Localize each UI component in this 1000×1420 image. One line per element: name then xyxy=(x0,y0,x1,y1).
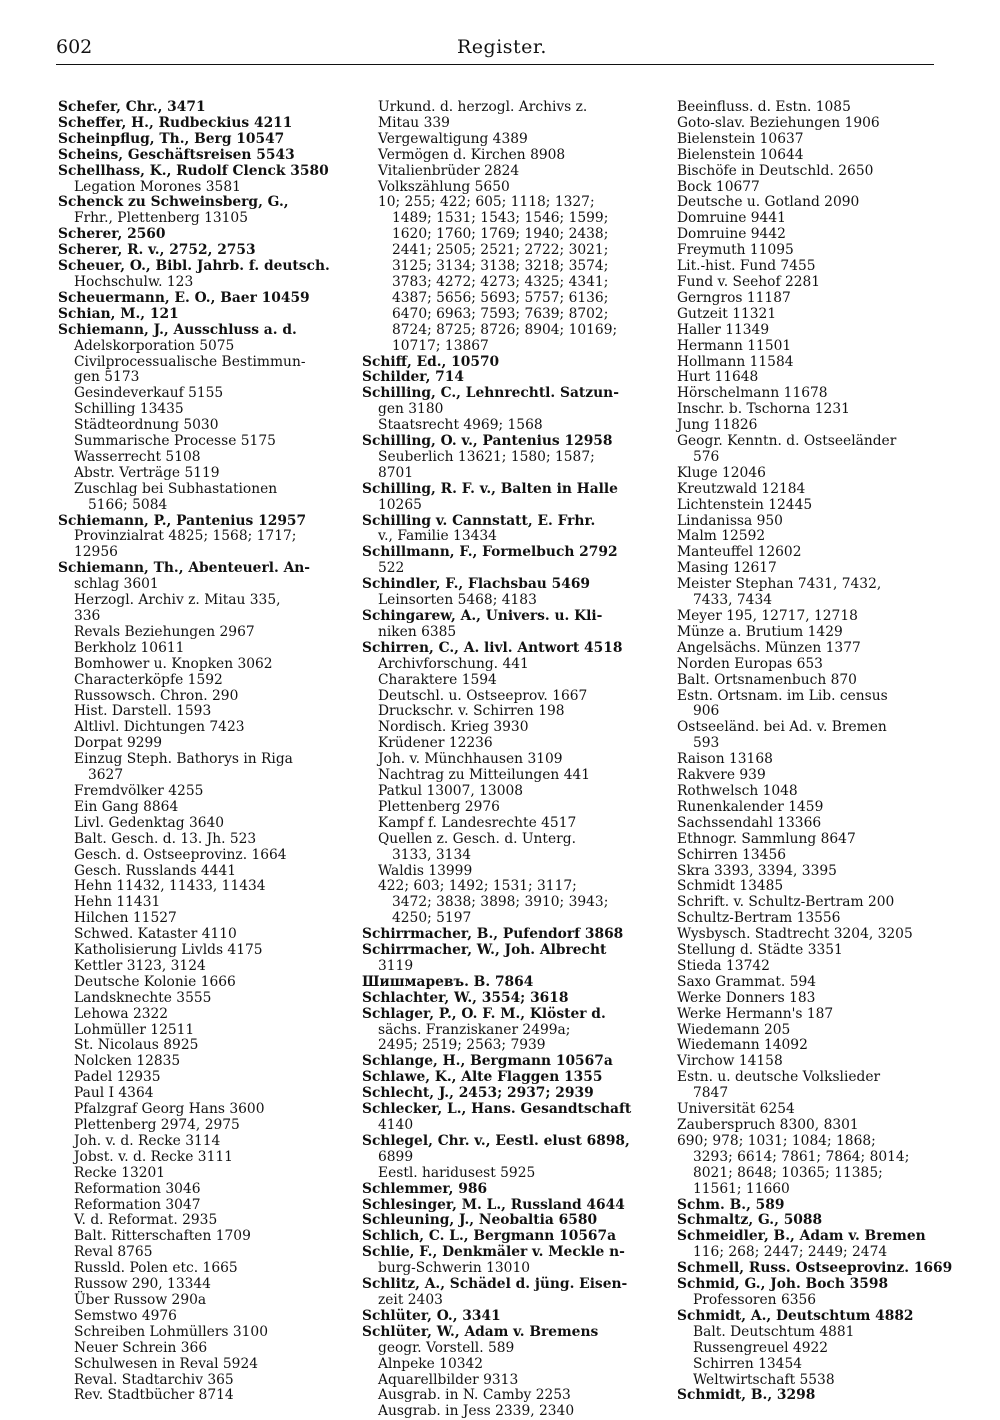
index-entry: Reval 8765 xyxy=(74,1244,153,1261)
index-entry: Rothwelsch 1048 xyxy=(677,782,798,799)
index-entry: Rakvere 939 xyxy=(677,767,766,784)
index-entry: 8021; 8648; 10365; 11385; xyxy=(693,1164,883,1181)
index-entry: Deutsche u. Gotland 2090 xyxy=(677,194,860,211)
index-entry: Kluge 12046 xyxy=(677,464,766,481)
index-entry: Freymuth 11095 xyxy=(677,242,794,259)
index-entry: Krüdener 12236 xyxy=(378,735,493,752)
index-entry: 6899 xyxy=(378,1148,414,1165)
index-heading: Schellhass, K., Rudolf Clenck 3580 xyxy=(58,162,329,179)
index-entry: Geogr. Kenntn. d. Ostseeländer xyxy=(677,433,897,450)
index-entry: Werke Hermann's 187 xyxy=(677,1005,834,1022)
index-entry: Fund v. Seehof 2281 xyxy=(677,273,821,290)
index-entry: Domruine 9442 xyxy=(677,226,786,243)
index-entry: Masing 12617 xyxy=(677,560,777,577)
index-entry: 11561; 11660 xyxy=(693,1180,790,1197)
index-entry: Estn. Ortsnam. im Lib. census xyxy=(677,687,888,704)
index-heading: Scherer, R. v., 2752, 2753 xyxy=(58,242,256,259)
index-entry: Joh. v. Münchhausen 3109 xyxy=(378,751,563,768)
index-entry: burg-Schwerin 13010 xyxy=(378,1260,531,1277)
index-heading: Schlitz, A., Schädel d. jüng. Eisen- xyxy=(362,1276,628,1293)
index-heading: Schmidt, B., 3298 xyxy=(677,1387,816,1404)
index-entry: Schreiben Lohmüllers 3100 xyxy=(74,1323,268,1340)
index-heading: Schleuning, J., Neobaltia 6580 xyxy=(362,1212,598,1229)
page-header xyxy=(0,0,1000,66)
index-entry: Revals Beziehungen 2967 xyxy=(74,623,255,640)
index-entry: Alnpeke 10342 xyxy=(378,1355,484,1372)
index-heading: Schiemann, P., Pantenius 12957 xyxy=(58,512,307,529)
index-entry: Frhr., Plettenberg 13105 xyxy=(74,210,248,227)
index-entry: Gesch. Russlands 4441 xyxy=(74,862,237,879)
index-entry: Bischöfe in Deutschld. 2650 xyxy=(677,162,874,179)
index-entry: Goto-slav. Beziehungen 1906 xyxy=(677,114,880,131)
index-entry: sächs. Franziskaner 2499a; xyxy=(378,1021,571,1038)
index-entry: Dorpat 9299 xyxy=(74,735,163,752)
index-entry: Bielenstein 10644 xyxy=(677,146,804,163)
index-entry: Schirren 13454 xyxy=(693,1355,802,1372)
index-entry: Schultz-Bertram 13556 xyxy=(677,910,841,927)
index-entry: Professoren 6356 xyxy=(693,1291,817,1308)
index-entry: gen 5173 xyxy=(74,369,140,386)
index-entry: zeit 2403 xyxy=(378,1291,443,1308)
index-entry: Katholisierung Livlds 4175 xyxy=(74,942,263,959)
index-heading: Schillmann, F., Formelbuch 2792 xyxy=(362,544,618,561)
index-entry: Hollmann 11584 xyxy=(677,353,794,370)
index-entry: 422; 603; 1492; 1531; 3117; xyxy=(378,878,577,895)
index-entry: Semstwo 4976 xyxy=(74,1307,177,1324)
index-entry: Hehn 11431 xyxy=(74,894,161,911)
index-entry: Characterköpfe 1592 xyxy=(74,671,223,688)
index-entry: 3627 xyxy=(88,767,124,784)
index-entry: 3472; 3838; 3898; 3910; 3943; xyxy=(392,894,609,911)
index-entry: Berkholz 10611 xyxy=(74,639,185,656)
index-entry: Lehowa 2322 xyxy=(74,1005,169,1022)
index-entry: Runenkalender 1459 xyxy=(677,798,824,815)
index-entry: Zuschlag bei Subhastationen xyxy=(74,480,278,497)
index-entry: Adelskorporation 5075 xyxy=(74,337,235,354)
index-entry: Ethnogr. Sammlung 8647 xyxy=(677,830,856,847)
index-heading: Schlecker, L., Hans. Gesandtschaft xyxy=(362,1101,632,1118)
index-entry: 8724; 8725; 8726; 8904; 10169; xyxy=(392,321,618,338)
index-entry: Kampf f. Landesrechte 4517 xyxy=(378,814,577,831)
index-entry: 4250; 5197 xyxy=(392,910,472,927)
index-entry: Livl. Gedenktag 3640 xyxy=(74,814,225,831)
index-entry: Neuer Schrein 366 xyxy=(74,1339,208,1356)
index-entry: 8701 xyxy=(378,464,414,481)
index-entry: Hochschulw. 123 xyxy=(74,273,194,290)
index-entry: Gerngros 11187 xyxy=(677,289,791,306)
index-entry: Bielenstein 10637 xyxy=(677,130,804,147)
index-heading: Schmeidler, B., Adam v. Bremen xyxy=(677,1228,926,1245)
index-entry: Meyer 195, 12717, 12718 xyxy=(677,608,858,624)
index-entry: Pfalzgraf Georg Hans 3600 xyxy=(74,1101,265,1118)
index-heading: Schirrmacher, W., Joh. Albrecht xyxy=(362,942,607,959)
index-entry: Lindanissa 950 xyxy=(677,512,783,529)
index-entry: Münze a. Brutium 1429 xyxy=(677,623,843,640)
index-entry: Wasserrecht 5108 xyxy=(74,448,201,465)
index-heading: Schilling, R. F. v., Balten in Halle xyxy=(362,480,618,497)
index-entry: Hörschelmann 11678 xyxy=(677,385,828,402)
index-entry: Russld. Polen etc. 1665 xyxy=(74,1260,238,1277)
page-title: Register. xyxy=(457,36,547,58)
index-entry: Vermögen d. Kirchen 8908 xyxy=(378,146,566,163)
index-entry: 3293; 6614; 7861; 7864; 8014; xyxy=(693,1148,910,1165)
index-heading: Schirren, C., A. livl. Antwort 4518 xyxy=(362,639,623,656)
page-number: 602 xyxy=(56,36,93,58)
index-entry: Druckschr. v. Schirren 198 xyxy=(378,703,565,720)
index-entry: Gesindeverkauf 5155 xyxy=(74,385,224,402)
index-entry: Malm 12592 xyxy=(677,528,766,545)
index-heading: Schm. B., 589 xyxy=(677,1196,785,1213)
index-entry: Ausgrab. in Jess 2339, 2340 xyxy=(378,1403,575,1420)
index-entry: Bock 10677 xyxy=(677,178,760,195)
index-entry: 3133, 3134 xyxy=(392,846,471,863)
index-entry: Volkszählung 5650 xyxy=(378,178,510,195)
index-entry: Reformation 3046 xyxy=(74,1180,201,1197)
index-column-1 xyxy=(58,100,348,1404)
index-column-2 xyxy=(362,100,652,1420)
index-entry: 6470; 6963; 7593; 7639; 8702; xyxy=(392,305,609,322)
index-entry: Werke Donners 183 xyxy=(677,989,816,1006)
index-entry: 690; 978; 1031; 1084; 1868; xyxy=(677,1132,876,1149)
index-entry: Civilprocessualische Bestimmun- xyxy=(74,353,306,370)
index-entry: 12956 xyxy=(74,544,118,561)
index-entry: Balt. Ortsnamenbuch 870 xyxy=(677,671,857,688)
index-entry: 4140 xyxy=(378,1117,414,1133)
index-entry: Balt. Deutschtum 4881 xyxy=(693,1323,855,1340)
index-entry: Skra 3393, 3394, 3395 xyxy=(677,862,837,879)
index-entry: Altlivl. Dichtungen 7423 xyxy=(74,719,245,736)
index-entry: Bomhower u. Knopken 3062 xyxy=(74,655,273,672)
index-heading: Schilling, O. v., Pantenius 12958 xyxy=(362,433,613,450)
index-heading: Schlüter, W., Adam v. Bremens xyxy=(362,1323,599,1340)
index-entry: Vergewaltigung 4389 xyxy=(378,130,528,147)
index-entry: Ein Gang 8864 xyxy=(74,798,179,815)
index-entry: Norden Europas 653 xyxy=(677,655,823,672)
index-heading: Schenck zu Schweinsberg, G., xyxy=(58,194,289,211)
index-entry: Einzug Steph. Bathorys in Riga xyxy=(74,751,293,768)
index-entry: Russowsch. Chron. 290 xyxy=(74,687,239,704)
index-entry: 4387; 5656; 5693; 5757; 6136; xyxy=(392,289,609,306)
index-heading: Scheinpflug, Th., Berg 10547 xyxy=(58,130,285,147)
index-heading: Schiemann, J., Ausschluss a. d. xyxy=(58,321,297,338)
index-entry: Hurt 11648 xyxy=(677,369,759,386)
index-entry: Stellung d. Städte 3351 xyxy=(677,942,843,959)
index-heading: Scheffer, H., Rudbeckius 4211 xyxy=(58,114,293,131)
index-entry: Angelsächs. Münzen 1377 xyxy=(677,639,861,656)
index-heading: Schilling, C., Lehnrechtl. Satzun- xyxy=(362,385,619,402)
index-entry: Reformation 3047 xyxy=(74,1196,201,1213)
index-entry: St. Nicolaus 8925 xyxy=(74,1037,199,1054)
index-entry: V. d. Reformat. 2935 xyxy=(74,1212,218,1229)
index-entry: Fremdvölker 4255 xyxy=(74,782,204,799)
index-entry: Deutschl. u. Ostseeprov. 1667 xyxy=(378,687,588,704)
index-entry: Vitalienbrüder 2824 xyxy=(378,162,520,179)
index-entry: 1489; 1531; 1543; 1546; 1599; xyxy=(392,210,609,227)
index-entry: Paul I 4364 xyxy=(74,1085,154,1102)
index-entry: Wysbysch. Stadtrecht 3204, 3205 xyxy=(677,926,913,943)
index-entry: Leinsorten 5468; 4183 xyxy=(378,592,537,609)
index-entry: Recke 13201 xyxy=(74,1164,166,1181)
index-entry: Haller 11349 xyxy=(677,321,770,338)
index-entry: 10; 255; 422; 605; 1118; 1327; xyxy=(378,194,595,211)
index-entry: Joh. v. d. Recke 3114 xyxy=(74,1132,221,1149)
index-heading: Шишмаревъ. В. 7864 xyxy=(362,973,534,990)
index-entry: Summarische Processe 5175 xyxy=(74,433,276,450)
index-entry: 2495; 2519; 2563; 7939 xyxy=(378,1037,546,1054)
index-heading: Schlemmer, 986 xyxy=(362,1180,488,1197)
index-entry: geogr. Vorstell. 589 xyxy=(378,1339,515,1356)
index-entry: 116; 268; 2447; 2449; 2474 xyxy=(693,1244,888,1261)
index-entry: Domruine 9441 xyxy=(677,210,786,227)
index-entry: Schwed. Kataster 4110 xyxy=(74,926,237,943)
index-heading: Schlüter, O., 3341 xyxy=(362,1307,501,1324)
index-heading: Schiemann, Th., Abenteuerl. An- xyxy=(58,560,311,577)
index-entry: 576 xyxy=(693,448,720,465)
index-heading: Schindler, F., Flachsbau 5469 xyxy=(362,576,591,593)
index-heading: Schingarew, A., Univers. u. Kli- xyxy=(362,608,603,624)
index-entry: Wiedemann 14092 xyxy=(677,1037,808,1054)
index-entry: Meister Stephan 7431, 7432, xyxy=(677,576,882,593)
index-entry: v., Familie 13434 xyxy=(378,528,497,545)
index-entry: 2441; 2505; 2521; 2722; 3021; xyxy=(392,242,609,259)
index-entry: Quellen z. Gesch. d. Unterg. xyxy=(378,830,576,847)
index-entry: Lohmüller 12511 xyxy=(74,1021,195,1038)
index-entry: Nordisch. Krieg 3930 xyxy=(378,719,529,736)
index-entry: Ausgrab. in N. Camby 2253 xyxy=(378,1387,571,1404)
index-heading: Schlecht, J., 2453; 2937; 2939 xyxy=(362,1085,594,1102)
index-entry: Sachssendahl 13366 xyxy=(677,814,822,831)
index-heading: Schefer, Chr., 3471 xyxy=(58,99,206,115)
index-entry: 522 xyxy=(378,560,405,577)
index-entry: Schulwesen in Reval 5924 xyxy=(74,1355,259,1372)
index-entry: 10717; 13867 xyxy=(392,337,489,354)
index-heading: Schirrmacher, B., Pufendorf 3868 xyxy=(362,926,624,943)
index-entry: Hehn 11432, 11433, 11434 xyxy=(74,878,266,895)
index-entry: 3783; 4272; 4273; 4325; 4341; xyxy=(392,273,609,290)
index-heading: Schlich, C. L., Bergmann 10567a xyxy=(362,1228,617,1245)
index-entry: Herzogl. Archiv z. Mitau 335, xyxy=(74,592,281,609)
index-entry: Plettenberg 2976 xyxy=(378,798,500,815)
index-heading: Scherer, 2560 xyxy=(58,226,166,243)
index-entry: Jobst. v. d. Recke 3111 xyxy=(74,1148,233,1165)
index-entry: Deutsche Kolonie 1666 xyxy=(74,973,236,990)
index-entry: Virchow 14158 xyxy=(677,1053,783,1070)
index-entry: Schilling 13435 xyxy=(74,401,184,418)
index-entry: Jung 11826 xyxy=(677,417,758,434)
index-entry: Russow 290, 13344 xyxy=(74,1276,211,1293)
index-entry: Nolcken 12835 xyxy=(74,1053,181,1070)
index-heading: Schlegel, Chr. v., Eestl. elust 6898, xyxy=(362,1132,630,1149)
index-heading: Scheins, Geschäftsreisen 5543 xyxy=(58,146,295,163)
index-heading: Schlawe, K., Alte Flaggen 1355 xyxy=(362,1069,603,1086)
index-entry: Kettler 3123, 3124 xyxy=(74,957,206,974)
index-entry: Balt. Ritterschaften 1709 xyxy=(74,1228,251,1245)
index-entry: Legation Morones 3581 xyxy=(74,178,241,195)
index-entry: 336 xyxy=(74,608,101,624)
index-entry: Zauberspruch 8300, 8301 xyxy=(677,1117,859,1133)
index-entry: Beeinfluss. d. Estn. 1085 xyxy=(677,99,851,115)
index-entry: Archivforschung. 441 xyxy=(378,655,529,672)
index-entry: Gutzeit 11321 xyxy=(677,305,777,322)
index-heading: Schmidt, A., Deutschtum 4882 xyxy=(677,1307,914,1324)
index-entry: Seuberlich 13621; 1580; 1587; xyxy=(378,448,595,465)
index-entry: Estn. u. deutsche Volkslieder xyxy=(677,1069,881,1086)
index-entry: 593 xyxy=(693,735,720,752)
index-entry: Patkul 13007, 13008 xyxy=(378,782,524,799)
index-entry: 5166; 5084 xyxy=(88,496,168,513)
index-entry: gen 3180 xyxy=(378,401,444,418)
index-entry: Lichtenstein 12445 xyxy=(677,496,813,513)
index-entry: Eestl. haridusest 5925 xyxy=(378,1164,536,1181)
index-entry: 3119 xyxy=(378,957,414,974)
index-entry: Schirren 13456 xyxy=(677,846,786,863)
index-entry: Rev. Stadtbücher 8714 xyxy=(74,1387,234,1404)
index-entry: Stieda 13742 xyxy=(677,957,770,974)
index-entry: Staatsrecht 4969; 1568 xyxy=(378,417,543,434)
index-entry: Reval. Stadtarchiv 365 xyxy=(74,1371,234,1388)
index-entry: Schrift. v. Schultz-Bertram 200 xyxy=(677,894,895,911)
index-entry: Schmidt 13485 xyxy=(677,878,784,895)
index-entry: Aquarellbilder 9313 xyxy=(378,1371,519,1388)
index-entry: Hilchen 11527 xyxy=(74,910,177,927)
index-entry: Urkund. d. herzogl. Archivs z. xyxy=(378,99,588,115)
index-entry: 7433, 7434 xyxy=(693,592,772,609)
index-entry: Hermann 11501 xyxy=(677,337,792,354)
index-entry: Padel 12935 xyxy=(74,1069,161,1086)
index-entry: 10265 xyxy=(378,496,422,513)
index-entry: 7847 xyxy=(693,1085,729,1102)
index-heading: Schlachter, W., 3554; 3618 xyxy=(362,989,569,1006)
index-entry: Landsknechte 3555 xyxy=(74,989,212,1006)
index-entry: Waldis 13999 xyxy=(378,862,473,879)
index-heading: Schmaltz, G., 5088 xyxy=(677,1212,823,1229)
index-heading: Scheuer, O., Bibl. Jahrb. f. deutsch. xyxy=(58,258,330,275)
index-entry: Weltwirtschaft 5538 xyxy=(693,1371,835,1388)
index-heading: Schilling v. Cannstatt, E. Frhr. xyxy=(362,512,596,529)
index-heading: Schilder, 714 xyxy=(362,369,464,386)
index-entry: Kreutzwald 12184 xyxy=(677,480,806,497)
index-heading: Schian, M., 121 xyxy=(58,305,179,322)
index-entry: Saxo Grammat. 594 xyxy=(677,973,817,990)
index-heading: Schlesinger, M. L., Russland 4644 xyxy=(362,1196,625,1213)
index-entry: Manteuffel 12602 xyxy=(677,544,802,561)
index-entry: Raison 13168 xyxy=(677,751,773,768)
index-entry: Russengreuel 4922 xyxy=(693,1339,829,1356)
index-entry: Provinzialrat 4825; 1568; 1717; xyxy=(74,528,297,545)
index-column-3 xyxy=(677,100,967,1404)
index-entry: Balt. Gesch. d. 13. Jh. 523 xyxy=(74,830,257,847)
index-entry: Mitau 339 xyxy=(378,114,450,131)
index-entry: Über Russow 290a xyxy=(74,1291,207,1308)
index-entry: Wiedemann 205 xyxy=(677,1021,791,1038)
index-entry: 3125; 3134; 3138; 3218; 3574; xyxy=(392,258,609,275)
index-entry: Charaktere 1594 xyxy=(378,671,497,688)
index-entry: Hist. Darstell. 1593 xyxy=(74,703,212,720)
index-entry: Universität 6254 xyxy=(677,1101,795,1118)
index-entry: Inschr. b. Tschorna 1231 xyxy=(677,401,850,418)
index-entry: 1620; 1760; 1769; 1940; 2438; xyxy=(392,226,609,243)
index-entry: Ostseeländ. bei Ad. v. Bremen xyxy=(677,719,887,736)
index-heading: Schlie, F., Denkmäler v. Meckle n- xyxy=(362,1244,625,1261)
index-heading: Schlager, P., O. F. M., Klöster d. xyxy=(362,1005,606,1022)
index-entry: 906 xyxy=(693,703,720,720)
index-entry: schlag 3601 xyxy=(74,576,159,593)
index-entry: Städteordnung 5030 xyxy=(74,417,219,434)
index-heading: Schmell, Russ. Ostseeprovinz. 1669 xyxy=(677,1260,953,1277)
index-heading: Schlange, H., Bergmann 10567a xyxy=(362,1053,613,1070)
index-heading: Schiff, Ed., 10570 xyxy=(362,353,500,370)
index-entry: Nachtrag zu Mitteilungen 441 xyxy=(378,767,591,784)
header-rule xyxy=(56,64,934,65)
index-entry: Lit.-hist. Fund 7455 xyxy=(677,258,816,275)
index-entry: Plettenberg 2974, 2975 xyxy=(74,1117,240,1133)
index-heading: Scheuermann, E. O., Baer 10459 xyxy=(58,289,310,306)
index-entry: Gesch. d. Ostseeprovinz. 1664 xyxy=(74,846,287,863)
index-entry: niken 6385 xyxy=(378,623,457,640)
index-entry: Abstr. Verträge 5119 xyxy=(74,464,220,481)
index-heading: Schmid, G., Joh. Boch 3598 xyxy=(677,1276,889,1293)
